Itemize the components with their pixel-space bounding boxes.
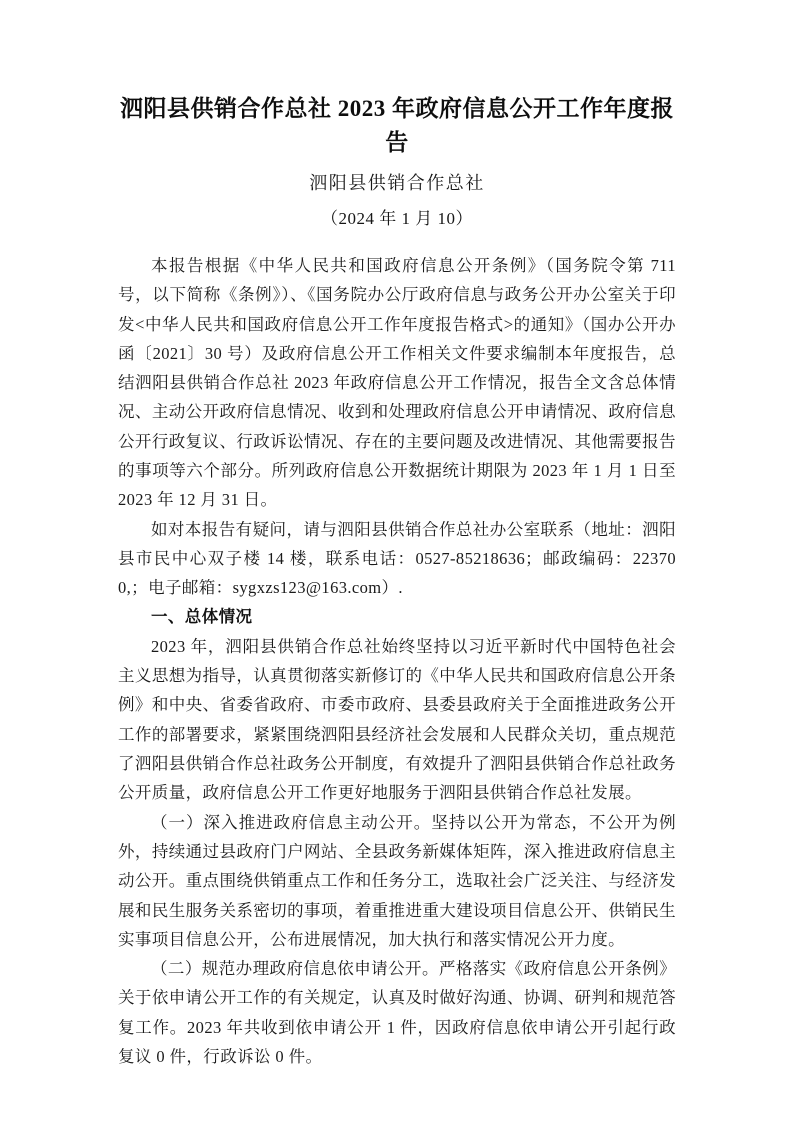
- contact-paragraph: 如对本报告有疑问，请与泗阳县供销合作总社办公室联系（地址：泗阳县市民中心双子楼 14 楼，联系电话：0527-85218636；邮政编码：223700,；电子邮箱：sygxzs123@163.com）.: [118, 519, 676, 598]
- intro-paragraph: 本报告根据《中华人民共和国政府信息公开条例》（国务院令第 711 号，以下简称《条例》）、《国务院办公厅政府信息与政务公开办公室关于印发<中华人民共和国政府信息公开工作年度报告格式>的通知》（国办公开办函〔2021〕30 号）及政府信息公开工作相关文件要求编制本年度报告，总结泗阳县供销合作总社 2023 年政府信息公开工作情况，报告全文含总体情况、主动公开政府信息情况、收到和处理政府信息公开申请情况、政府信息公开行政复议、行政诉讼情况、存在的主要问题及改进情况、其他需要报告的事项等六个部分。所列政府信息公开数据统计期限为 2023 年 1 月 1 日至 2023 年 12 月 31 日。: [118, 256, 676, 510]
- document-author: 泗阳县供销合作总社: [309, 173, 485, 193]
- document-date: （2024 年 1 月 10）: [321, 209, 473, 228]
- document-body: [118, 251, 676, 1071]
- document-title: 泗阳县供销合作总社 2023 年政府信息公开工作年度报告: [120, 96, 674, 155]
- section-paragraph: （一）深入推进政府信息主动公开。坚持以公开为常态，不公开为例外，持续通过县政府门户网站、全县政务新媒体矩阵，深入推进政府信息主动公开。重点围绕供销重点工作和任务分工，选取社会广泛关注、与经济发展和民生服务关系密切的事项，着重推进重大建设项目信息公开、供销民生实事项目信息公开，公布进展情况，加大执行和落实情况公开力度。: [118, 812, 676, 949]
- section-paragraph: （二）规范办理政府信息依申请公开。严格落实《政府信息公开条例》关于依申请公开工作的有关规定，认真及时做好沟通、协调、研判和规范答复工作。2023 年共收到依申请公开 1 件，因政府信息依申请公开引起行政复议 0 件，行政诉讼 0 件。: [118, 959, 676, 1067]
- section-heading-overall-situation: 一、总体情况: [151, 607, 253, 626]
- section-paragraph: 2023 年，泗阳县供销合作总社始终坚持以习近平新时代中国特色社会主义思想为指导，认真贯彻落实新修订的《中华人民共和国政府信息公开条例》和中央、省委省政府、市委市政府、县委县政府关于全面推进政务公开工作的部署要求，紧紧围绕泗阳县经济社会发展和人民群众关切，重点规范了泗阳县供销合作总社政务公开制度，有效提升了泗阳县供销合作总社政务公开质量，政府信息公开工作更好地服务于泗阳县供销合作总社发展。: [118, 636, 676, 803]
